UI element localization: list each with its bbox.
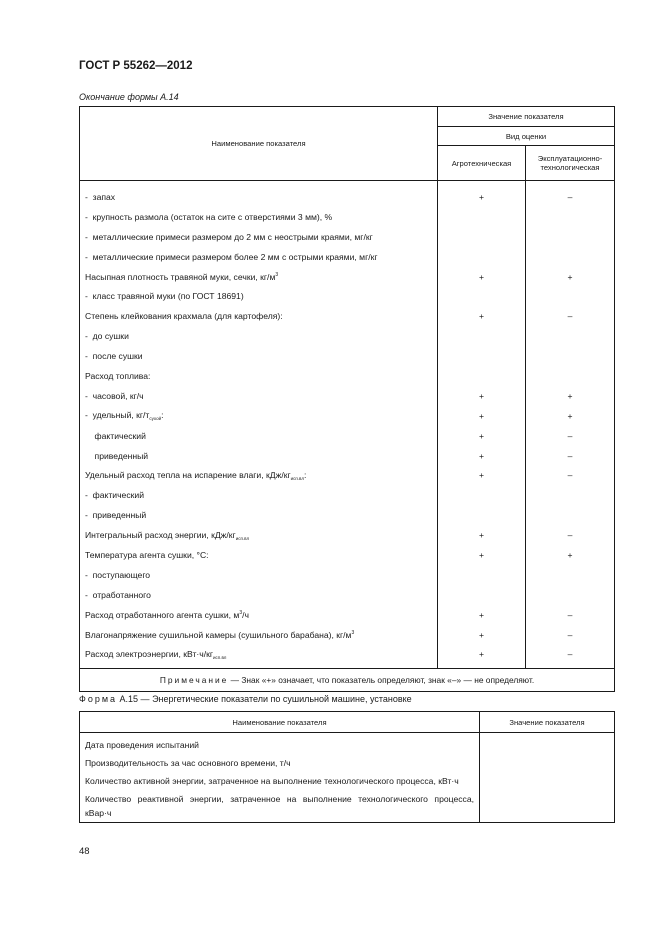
agrotechnical-mark (438, 247, 526, 267)
column-header-value: Значение показателя (438, 107, 615, 127)
table-row (80, 207, 615, 227)
indicator-name: приведенный (85, 450, 149, 461)
agrotechnical-mark (438, 286, 526, 306)
form-a15-body (80, 733, 615, 823)
indicator-name-cell (80, 426, 438, 446)
unit-superscript: 3 (275, 271, 279, 278)
indicator-name-cell (80, 326, 438, 346)
column-header-operational-line2: технологическая (540, 163, 600, 172)
indicator-name: Количество реактивной энергии, затраченное на выполнение технологического процесса, кВар·ч (80, 790, 480, 823)
indicator-name: Расход отработанного агента сушки, м (85, 609, 240, 620)
indicator-name-cell (80, 585, 438, 605)
table-row (80, 346, 615, 366)
agrotechnical-mark: + (438, 545, 526, 565)
indicator-name-cell (80, 267, 438, 287)
operational-mark (526, 585, 615, 605)
table-row (80, 247, 615, 267)
indicator-name-cell (80, 227, 438, 247)
operational-mark (526, 565, 615, 585)
indicator-name: - поступающего (85, 569, 151, 580)
indicator-name-cell (80, 545, 438, 565)
indicator-value (480, 754, 615, 772)
table-row (80, 446, 615, 466)
operational-mark: – (526, 446, 615, 466)
indicator-name-cell (80, 247, 438, 267)
indicator-name: - металлические примеси размером более 2 мм с острыми краями, мг/кг (85, 251, 378, 262)
table-row (80, 505, 615, 525)
operational-mark: + (526, 267, 615, 287)
table-row (80, 525, 615, 545)
agrotechnical-mark: + (438, 446, 526, 466)
agrotechnical-mark: + (438, 386, 526, 406)
indicator-name-cell (80, 406, 438, 426)
operational-mark: – (526, 426, 615, 446)
indicator-name: - крупность размола (остаток на сите с отверстиями 3 мм), % (85, 211, 333, 222)
indicator-name: Интегральный расход энергии, кДж/кг (85, 529, 236, 540)
table-row (80, 306, 615, 326)
indicator-name: - металлические примеси размером до 2 мм с неострыми краями, мг/кг (85, 231, 373, 242)
operational-mark: + (526, 386, 615, 406)
indicator-name-cell (80, 644, 438, 668)
table-row (80, 585, 615, 605)
indicator-name-cell (80, 181, 438, 207)
table-row (80, 406, 615, 426)
operational-mark: – (526, 625, 615, 645)
table-row (80, 733, 615, 755)
column-header-indicator-name: Наименование показателя (80, 712, 480, 733)
agrotechnical-mark: + (438, 406, 526, 426)
indicator-name-cell (80, 605, 438, 625)
agrotechnical-mark: + (438, 267, 526, 287)
operational-mark: – (526, 181, 615, 207)
indicator-name: Удельный расход тепла на испарение влаги, кДж/кг (85, 469, 291, 480)
column-header-agrotechnical: Агротехническая (438, 146, 526, 181)
agrotechnical-mark (438, 227, 526, 247)
agrotechnical-mark (438, 565, 526, 585)
indicator-name-cell (80, 505, 438, 525)
form-a14-caption: Окончание формы А.14 (79, 92, 179, 102)
unit-subscript: исп.вл (235, 535, 250, 541)
unit-subscript: исп.вл (290, 475, 304, 481)
operational-mark: + (526, 406, 615, 426)
agrotechnical-mark: + (438, 625, 526, 645)
column-header-operational (526, 146, 615, 181)
form-a15-label: Форма (79, 694, 118, 704)
form-a14-table (79, 106, 615, 692)
indicator-name: Дата проведения испытаний (80, 733, 480, 755)
indicator-name-cell (80, 386, 438, 406)
table-row (80, 545, 615, 565)
indicator-name: фактический (85, 430, 146, 441)
agrotechnical-mark: + (438, 605, 526, 625)
indicator-name: - до сушки (85, 331, 129, 342)
table-row (80, 605, 615, 625)
operational-mark: – (526, 306, 615, 326)
unit-subscript: сухой (149, 416, 162, 422)
agrotechnical-mark (438, 207, 526, 227)
indicator-name: - фактический (85, 490, 144, 501)
indicator-name-cell (80, 366, 438, 386)
page-number: 48 (79, 846, 90, 857)
table-row (80, 565, 615, 585)
operational-mark (526, 366, 615, 386)
agrotechnical-mark: + (438, 525, 526, 545)
indicator-name: - после сушки (85, 351, 143, 362)
indicator-name: - удельный, кг/т (85, 410, 150, 421)
agrotechnical-mark: + (438, 306, 526, 326)
form-a15-caption (79, 694, 412, 704)
indicator-name: - класс травяной муки (по ГОСТ 18691) (85, 291, 244, 302)
table-row (80, 227, 615, 247)
operational-mark: – (526, 525, 615, 545)
unit-suffix: : (303, 469, 307, 480)
document-title: ГОСТ Р 55262—2012 (79, 60, 193, 72)
table-row (80, 485, 615, 505)
indicator-name: Расход электроэнергии, кВт·ч/кг (85, 648, 214, 659)
table-row (80, 644, 615, 668)
indicator-name: - часовой, кг/ч (85, 390, 144, 401)
indicator-value (480, 790, 615, 823)
note-text: — Знак «+» означает, что показатель определяют, знак «–» — не определяют. (228, 675, 535, 686)
form-a15-title: А.15 — Энергетические показатели по сушильной машине, установке (117, 694, 412, 704)
indicator-name: Степень клейкования крахмала (для картофеля): (85, 311, 283, 322)
operational-mark (526, 247, 615, 267)
agrotechnical-mark (438, 505, 526, 525)
operational-mark: – (526, 605, 615, 625)
table-row (80, 267, 615, 287)
agrotechnical-mark: + (438, 181, 526, 207)
table-row (80, 181, 615, 207)
indicator-name: - запах (85, 191, 116, 202)
indicator-value (480, 772, 615, 790)
indicator-name-cell (80, 207, 438, 227)
indicator-name-cell (80, 465, 438, 485)
agrotechnical-mark (438, 366, 526, 386)
indicator-name-cell (80, 525, 438, 545)
agrotechnical-mark (438, 485, 526, 505)
table-row (80, 790, 615, 823)
table-row (80, 465, 615, 485)
indicator-name: Количество активной энергии, затраченное на выполнение технологического процесса, кВт·ч (80, 772, 480, 790)
table-row (80, 386, 615, 406)
indicator-name-cell (80, 346, 438, 366)
operational-mark: – (526, 644, 615, 668)
table-row (80, 326, 615, 346)
column-header-operational-line1: Эксплуатационно- (537, 154, 603, 163)
table-note (80, 669, 615, 692)
indicator-value (480, 733, 615, 755)
column-header-assessment-type: Вид оценки (438, 127, 615, 146)
operational-mark (526, 485, 615, 505)
table-row (80, 426, 615, 446)
indicator-name-cell (80, 625, 438, 645)
agrotechnical-mark: + (438, 465, 526, 485)
agrotechnical-mark (438, 326, 526, 346)
column-header-value: Значение показателя (480, 712, 615, 733)
operational-mark: – (526, 465, 615, 485)
unit-suffix: /ч (242, 609, 249, 620)
indicator-name: Температура агента сушки, °С: (85, 549, 209, 560)
table-row (80, 754, 615, 772)
unit-superscript: 3 (351, 629, 355, 636)
indicator-name-cell (80, 446, 438, 466)
agrotechnical-mark (438, 585, 526, 605)
unit-subscript: исп.вл (213, 654, 227, 660)
agrotechnical-mark: + (438, 426, 526, 446)
table-row (80, 366, 615, 386)
indicator-name-cell (80, 485, 438, 505)
indicator-name: Насыпная плотность травяной муки, сечки, кг/м (85, 271, 276, 282)
form-a15-table (79, 711, 615, 823)
column-header-indicator-name: Наименование показателя (80, 107, 438, 181)
indicator-name-cell (80, 565, 438, 585)
operational-mark (526, 286, 615, 306)
table-row (80, 286, 615, 306)
agrotechnical-mark: + (438, 644, 526, 668)
indicator-name: Влагонапряжение сушильной камеры (сушильного барабана), кг/м (85, 629, 352, 640)
agrotechnical-mark (438, 346, 526, 366)
operational-mark: + (526, 545, 615, 565)
table-row (80, 625, 615, 645)
form-a14-body (80, 181, 615, 669)
note-label: Примечание (159, 675, 229, 686)
indicator-name: Производительность за час основного времени, т/ч (80, 754, 480, 772)
unit-superscript: 3 (239, 609, 243, 616)
unit-suffix: : (161, 410, 164, 421)
operational-mark (526, 505, 615, 525)
table-row (80, 772, 615, 790)
indicator-name-cell (80, 286, 438, 306)
operational-mark (526, 346, 615, 366)
indicator-name-cell (80, 306, 438, 326)
operational-mark (526, 227, 615, 247)
indicator-name: - отработанного (85, 589, 151, 600)
indicator-name: - приведенный (85, 510, 147, 521)
operational-mark (526, 207, 615, 227)
operational-mark (526, 326, 615, 346)
indicator-name: Расход топлива: (85, 370, 151, 381)
